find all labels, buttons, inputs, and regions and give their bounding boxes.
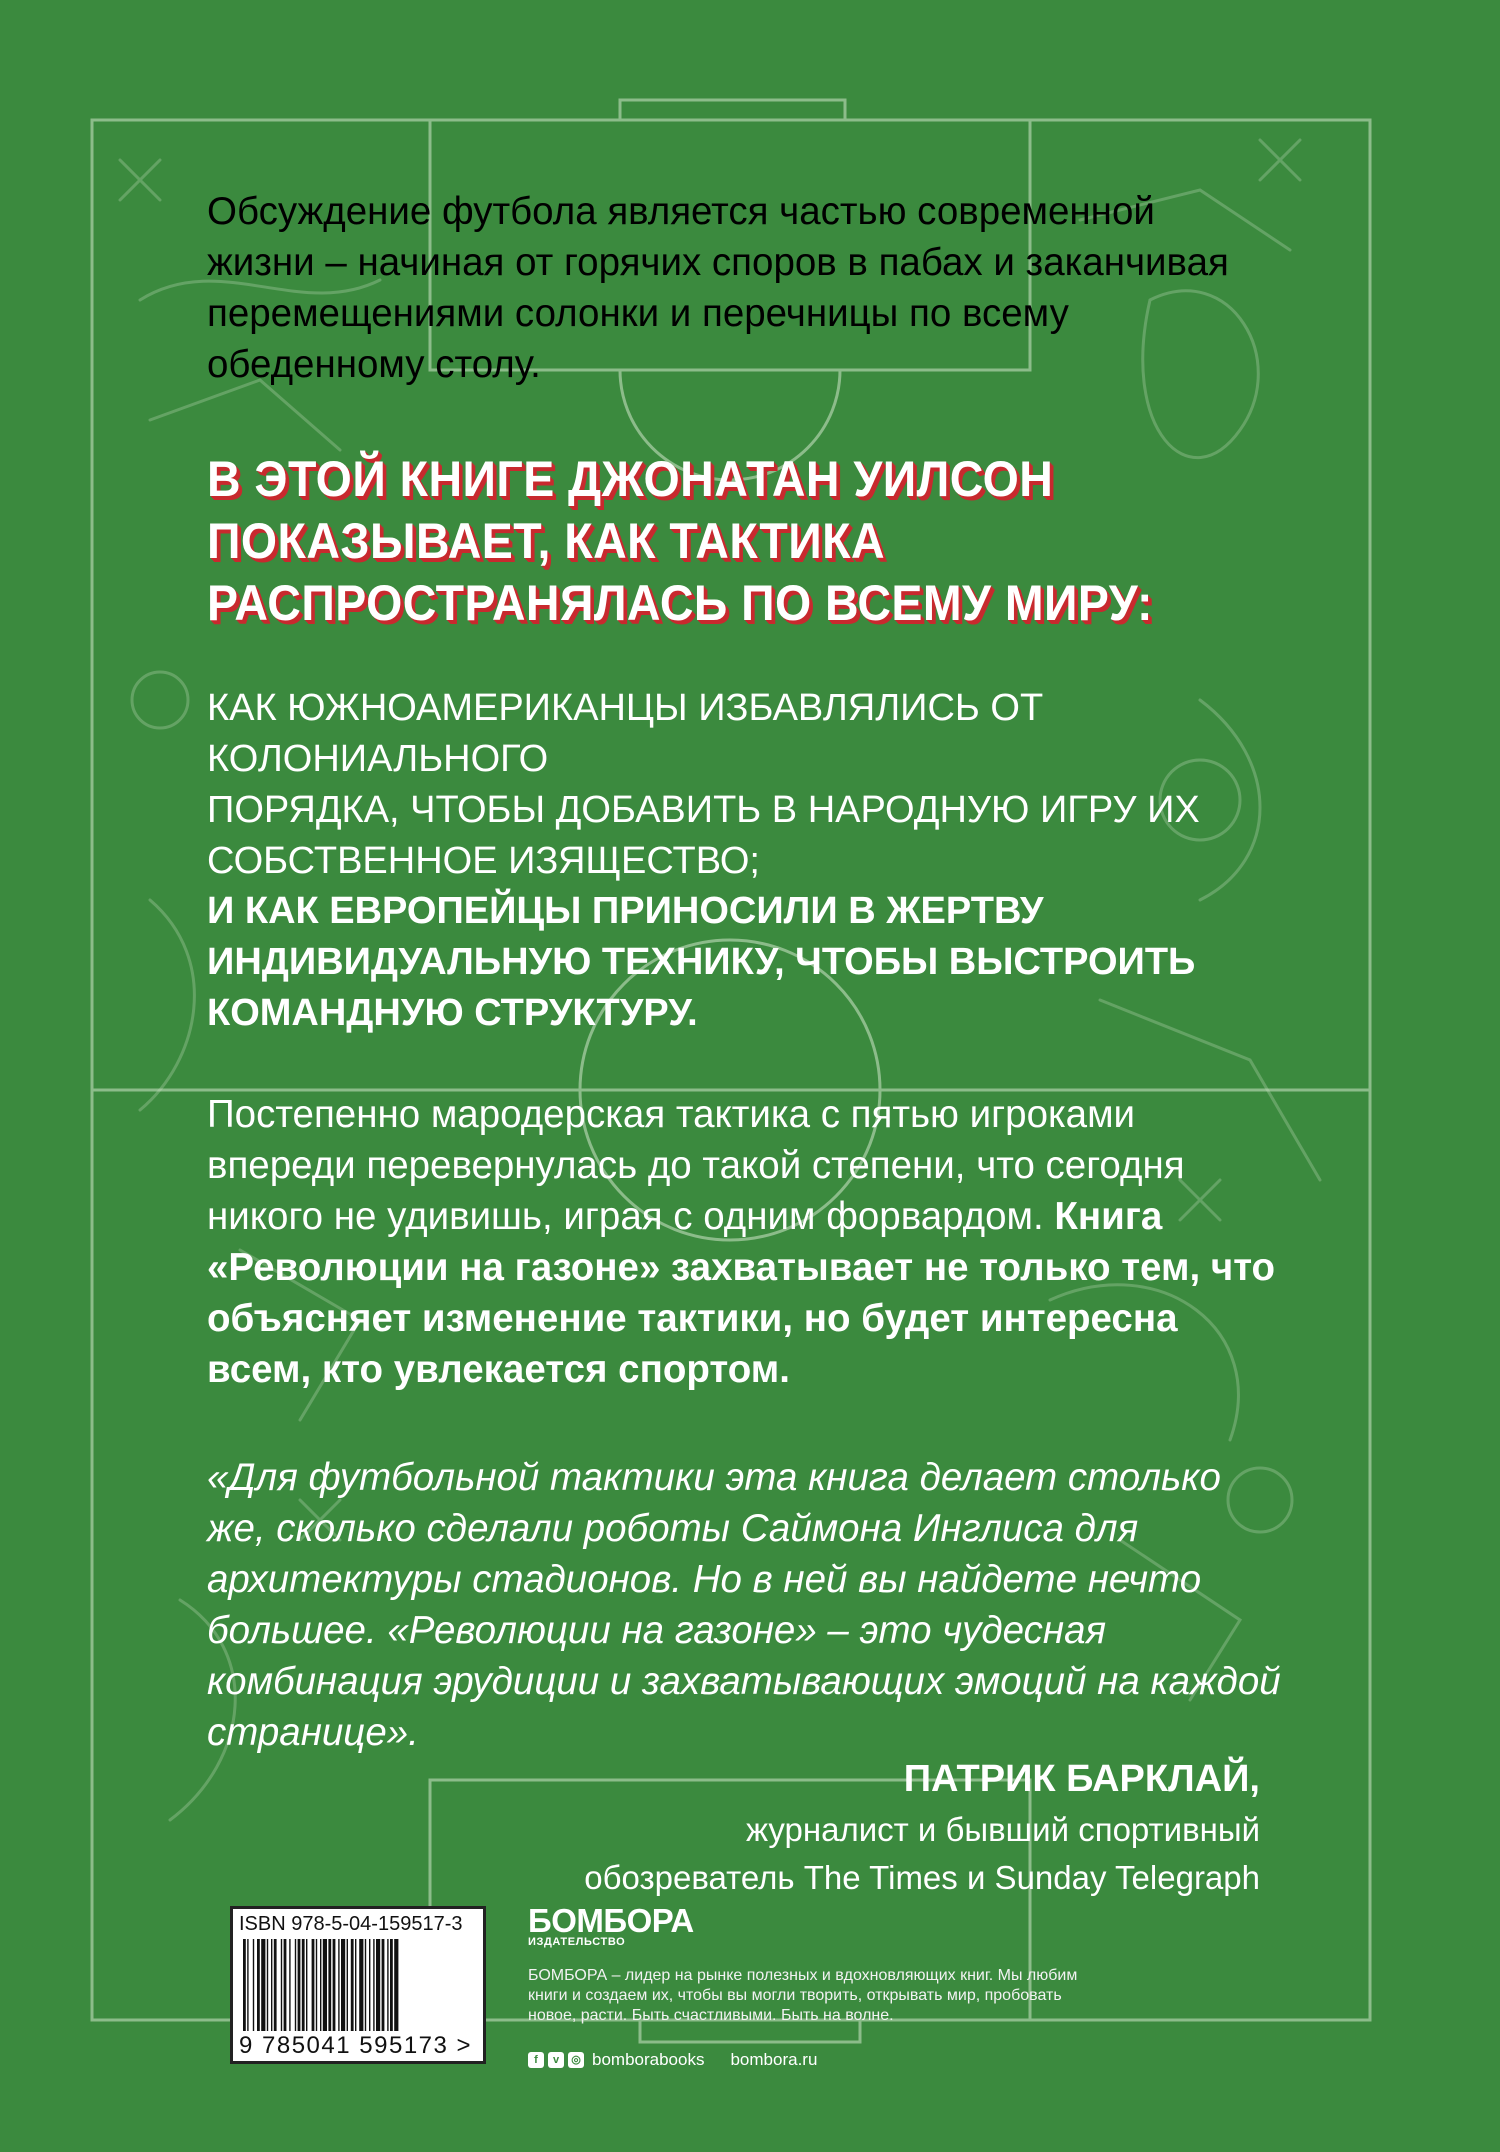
barcode-bar	[298, 1939, 301, 2031]
text-line: И КАК ЕВРОПЕЙЦЫ ПРИНОСИЛИ В ЖЕРТВУ	[207, 890, 1044, 932]
barcode-digits: 9 785041 595173 >	[239, 2032, 473, 2059]
barcode-bar	[261, 1939, 265, 2031]
publisher-site[interactable]: bombora.ru	[730, 2050, 818, 2069]
barcode-bar	[274, 1939, 277, 2031]
barcode-bar	[316, 1939, 317, 2031]
body-bold-text: Книга «Революции на газоне» захватывает не только тем, что объясняет изменение тактики, но будет интересна всем, кто увлекается спортом.	[207, 1195, 1276, 1391]
barcode-bar	[323, 1939, 327, 2031]
barcode-bar	[390, 1939, 393, 2031]
text-line: ИНДИВИДУАЛЬНУЮ ТЕХНИКУ, ЧТОБЫ ВЫСТРОИТЬ	[207, 941, 1196, 983]
social-handle[interactable]: bomborabooks	[592, 2050, 705, 2069]
barcode-bar	[312, 1939, 315, 2031]
publisher-block	[528, 1902, 1088, 2069]
barcode-bar	[284, 1939, 287, 2031]
europe-paragraph	[207, 886, 1307, 1039]
barcode-bar	[328, 1939, 331, 2031]
text-line: КОМАНДНУЮ СТРУКТУРУ.	[207, 992, 698, 1034]
barcode-bar	[243, 1939, 246, 2031]
vk-icon[interactable]: v	[548, 2052, 564, 2068]
barcode-bar	[347, 1939, 348, 2031]
isbn-label: ISBN 978-5-04-159517-3	[239, 1913, 463, 1935]
barcode-bar	[333, 1939, 336, 2031]
barcode-bar	[281, 1939, 282, 2031]
intro-paragraph: Обсуждение футбола является частью современной жизни – начиная от горячих споров в пабах и заканчивая перемещениями солонки и перечницы по всему обеденному столу.	[207, 190, 1229, 386]
body-plain-text: Постепенно мародерская тактика с пятью игроками впереди перевернулась до такой степени, что сегодня никого не удивишь, играя с одним форвардом.	[207, 1093, 1185, 1238]
barcode-box	[230, 1906, 486, 2064]
barcode-bar	[257, 1939, 260, 2031]
barcode-bar	[267, 1939, 268, 2031]
quote-author-description	[584, 1806, 1260, 1902]
barcode-bar	[394, 1939, 398, 2031]
quote-author-name: ПАТРИК БАРКЛАЙ,	[903, 1758, 1260, 1800]
barcode-bar	[355, 1939, 356, 2031]
headline-line: РАСПРОСТРАНЯЛАСЬ ПО ВСЕМУ МИРУ:	[207, 575, 1153, 631]
text-line: СОБСТВЕННОЕ ИЗЯЩЕСТВО;	[207, 840, 760, 882]
south-america-paragraph	[207, 683, 1307, 887]
facebook-icon[interactable]: f	[528, 2052, 544, 2068]
text-line: ПОРЯДКА, ЧТОБЫ ДОБАВИТЬ В НАРОДНУЮ ИГРУ ИХ	[207, 789, 1200, 831]
body-paragraph	[207, 1089, 1287, 1395]
headline	[207, 448, 1211, 634]
publisher-logo: БОМБОРА	[528, 1902, 694, 1939]
barcode-bar	[253, 1939, 254, 2031]
headline-line: ПОКАЗЫВАЕТ, КАК ТАКТИКА	[207, 513, 885, 569]
barcode-bar	[295, 1939, 296, 2031]
barcode-bar	[289, 1939, 290, 2031]
headline-line: В ЭТОЙ КНИГЕ ДЖОНАТАН УИЛСОН	[207, 451, 1054, 507]
barcode-bars	[243, 1939, 471, 2031]
barcode-bar	[247, 1939, 248, 2031]
barcode-bar	[365, 1939, 366, 2031]
barcode-bar	[338, 1939, 339, 2031]
top-goal	[620, 100, 845, 120]
barcode-bar	[369, 1939, 370, 2031]
publisher-description: БОМБОРА – лидер на рынке полезных и вдохновляющих книг. Мы любим книги и создаем их, чтобы вы могли творить, открывать мир, пробовать новое, расти. Быть счастливыми. Быть на волне.	[528, 1967, 1078, 2024]
barcode-bar	[376, 1939, 380, 2031]
barcode-bar	[351, 1939, 354, 2031]
text-line: КАК ЮЖНОАМЕРИКАНЦЫ ИЗБАВЛЯЛИСЬ ОТ КОЛОНИАЛЬНОГО	[207, 687, 1044, 780]
barcode-bar	[306, 1939, 307, 2031]
instagram-icon[interactable]: ◎	[568, 2052, 584, 2068]
barcode-bar	[387, 1939, 388, 2031]
publisher-social-row	[528, 2050, 817, 2070]
barcode-bar	[359, 1939, 363, 2031]
author-desc-line: обозреватель The Times и Sunday Telegraph	[584, 1859, 1260, 1896]
barcode-bar	[341, 1939, 345, 2031]
review-quote: «Для футбольной тактики эта книга делает столько же, сколько сделали роботы Саймона Инглиса для архитектуры стадионов. Но в ней вы найдете нечто большее. «Революции на газоне» – это чудесная комбинация эрудиции и захватывающих эмоций на каждой странице».	[207, 1456, 1281, 1754]
publisher-subtitle: ИЗДАТЕЛЬСТВО	[528, 1936, 626, 1948]
barcode-bar	[382, 1939, 385, 2031]
barcode-bar	[271, 1939, 272, 2031]
barcode-bar	[373, 1939, 374, 2031]
author-desc-line: журналист и бывший спортивный	[745, 1811, 1260, 1848]
barcode-bar	[302, 1939, 305, 2031]
barcode-bar	[320, 1939, 321, 2031]
